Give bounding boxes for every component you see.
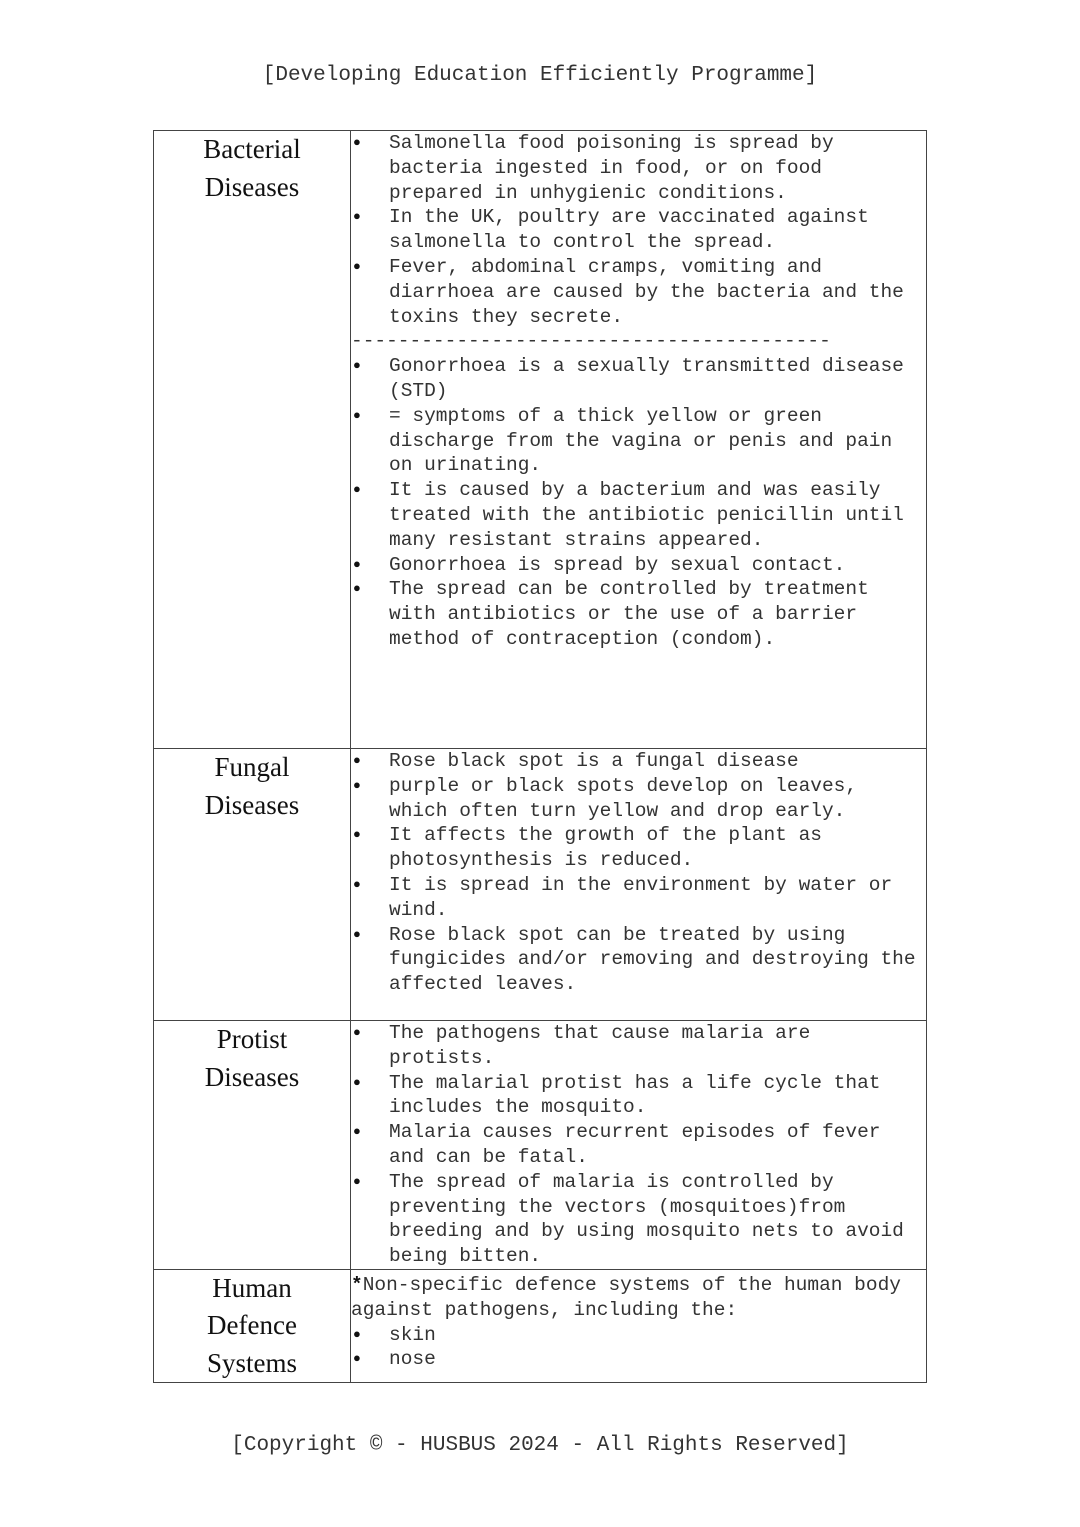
list-item: ● It is spread in the environment by water or wind. bbox=[351, 873, 926, 923]
list-item: ● It is caused by a bacterium and was easily treated with the antibiotic penicillin until many resistant strains appeared. bbox=[351, 478, 926, 552]
intro-body: Non-specific defence systems of the human body against pathogens, including the: bbox=[351, 1273, 901, 1321]
list-item: ● The spread of malaria is controlled by preventing the vectors (mosquitoes)from breeding and by using mosquito nets to avoid being bitten. bbox=[351, 1170, 926, 1269]
bullet-list bbox=[351, 1323, 926, 1373]
topic-cell bbox=[154, 1021, 351, 1270]
topic-line: Bacterial bbox=[203, 134, 301, 164]
topic-line: Defence bbox=[207, 1310, 297, 1341]
list-item: ● Rose black spot can be treated by using fungicides and/or removing and destroying the affected leaves. bbox=[351, 923, 926, 997]
table-row-protist bbox=[154, 1021, 927, 1270]
list-item: ● Salmonella food poisoning is spread by bacteria ingested in food, or on food prepared in unhygienic conditions. bbox=[351, 131, 926, 205]
list-item: ● purple or black spots develop on leaves, which often turn yellow and drop early. bbox=[351, 774, 926, 824]
table-row-bacterial bbox=[154, 131, 927, 749]
topic-line: Diseases bbox=[204, 1061, 300, 1092]
list-item: ● Gonorrhoea is a sexually transmitted disease (STD) bbox=[351, 354, 926, 404]
list-item: ● nose bbox=[351, 1347, 926, 1372]
content-cell bbox=[351, 1269, 927, 1383]
intro-text bbox=[351, 1273, 926, 1323]
list-item: ● = symptoms of a thick yellow or green discharge from the vagina or penis and pain on urinating. bbox=[351, 404, 926, 478]
bullet-list bbox=[351, 749, 926, 997]
section-divider: ----------------------------------------- bbox=[351, 330, 831, 353]
topic-line: Diseases bbox=[204, 789, 300, 820]
list-item: ● Gonorrhoea is spread by sexual contact. bbox=[351, 553, 926, 578]
content-cell bbox=[351, 1021, 927, 1270]
bullet-list bbox=[351, 131, 926, 329]
list-item: ● Fever, abdominal cramps, vomiting and diarrhoea are caused by the bacteria and the toxins they secrete. bbox=[351, 255, 926, 329]
list-item: ● skin bbox=[351, 1323, 926, 1348]
page-header: [Developing Education Efficiently Programme] bbox=[262, 64, 818, 87]
list-item: ● The malarial protist has a life cycle that includes the mosquito. bbox=[351, 1071, 926, 1121]
bullet-list bbox=[351, 354, 926, 652]
topic-cell bbox=[154, 131, 351, 749]
list-item: ● It affects the growth of the plant as photosynthesis is reduced. bbox=[351, 823, 926, 873]
asterisk-marker: * bbox=[351, 1273, 363, 1296]
list-item: ● Malaria causes recurrent episodes of fever and can be fatal. bbox=[351, 1120, 926, 1170]
topic-cell bbox=[154, 1269, 351, 1383]
content-cell bbox=[351, 749, 927, 1021]
topic-line: Protist bbox=[216, 1024, 288, 1054]
list-item: ● The spread can be controlled by treatment with antibiotics or the use of a barrier method of contraception (condom). bbox=[351, 577, 926, 651]
table-row-fungal bbox=[154, 749, 927, 1021]
bullet-list bbox=[351, 1021, 926, 1269]
topic-line: Systems bbox=[206, 1347, 298, 1378]
content-cell bbox=[351, 131, 927, 749]
disease-notes-table bbox=[153, 130, 927, 1383]
list-item: ● The pathogens that cause malaria are protists. bbox=[351, 1021, 926, 1071]
topic-cell bbox=[154, 749, 351, 1021]
topic-line: Fungal bbox=[214, 752, 290, 782]
topic-line: Diseases bbox=[204, 171, 300, 202]
list-item: ● In the UK, poultry are vaccinated against salmonella to control the spread. bbox=[351, 205, 926, 255]
topic-line: Human bbox=[212, 1272, 292, 1303]
copyright-footer: [Copyright © - HUSBUS 2024 - All Rights Reserved] bbox=[231, 1434, 849, 1457]
list-item: ● Rose black spot is a fungal disease bbox=[351, 749, 926, 774]
table-row-human-defence bbox=[154, 1269, 927, 1383]
